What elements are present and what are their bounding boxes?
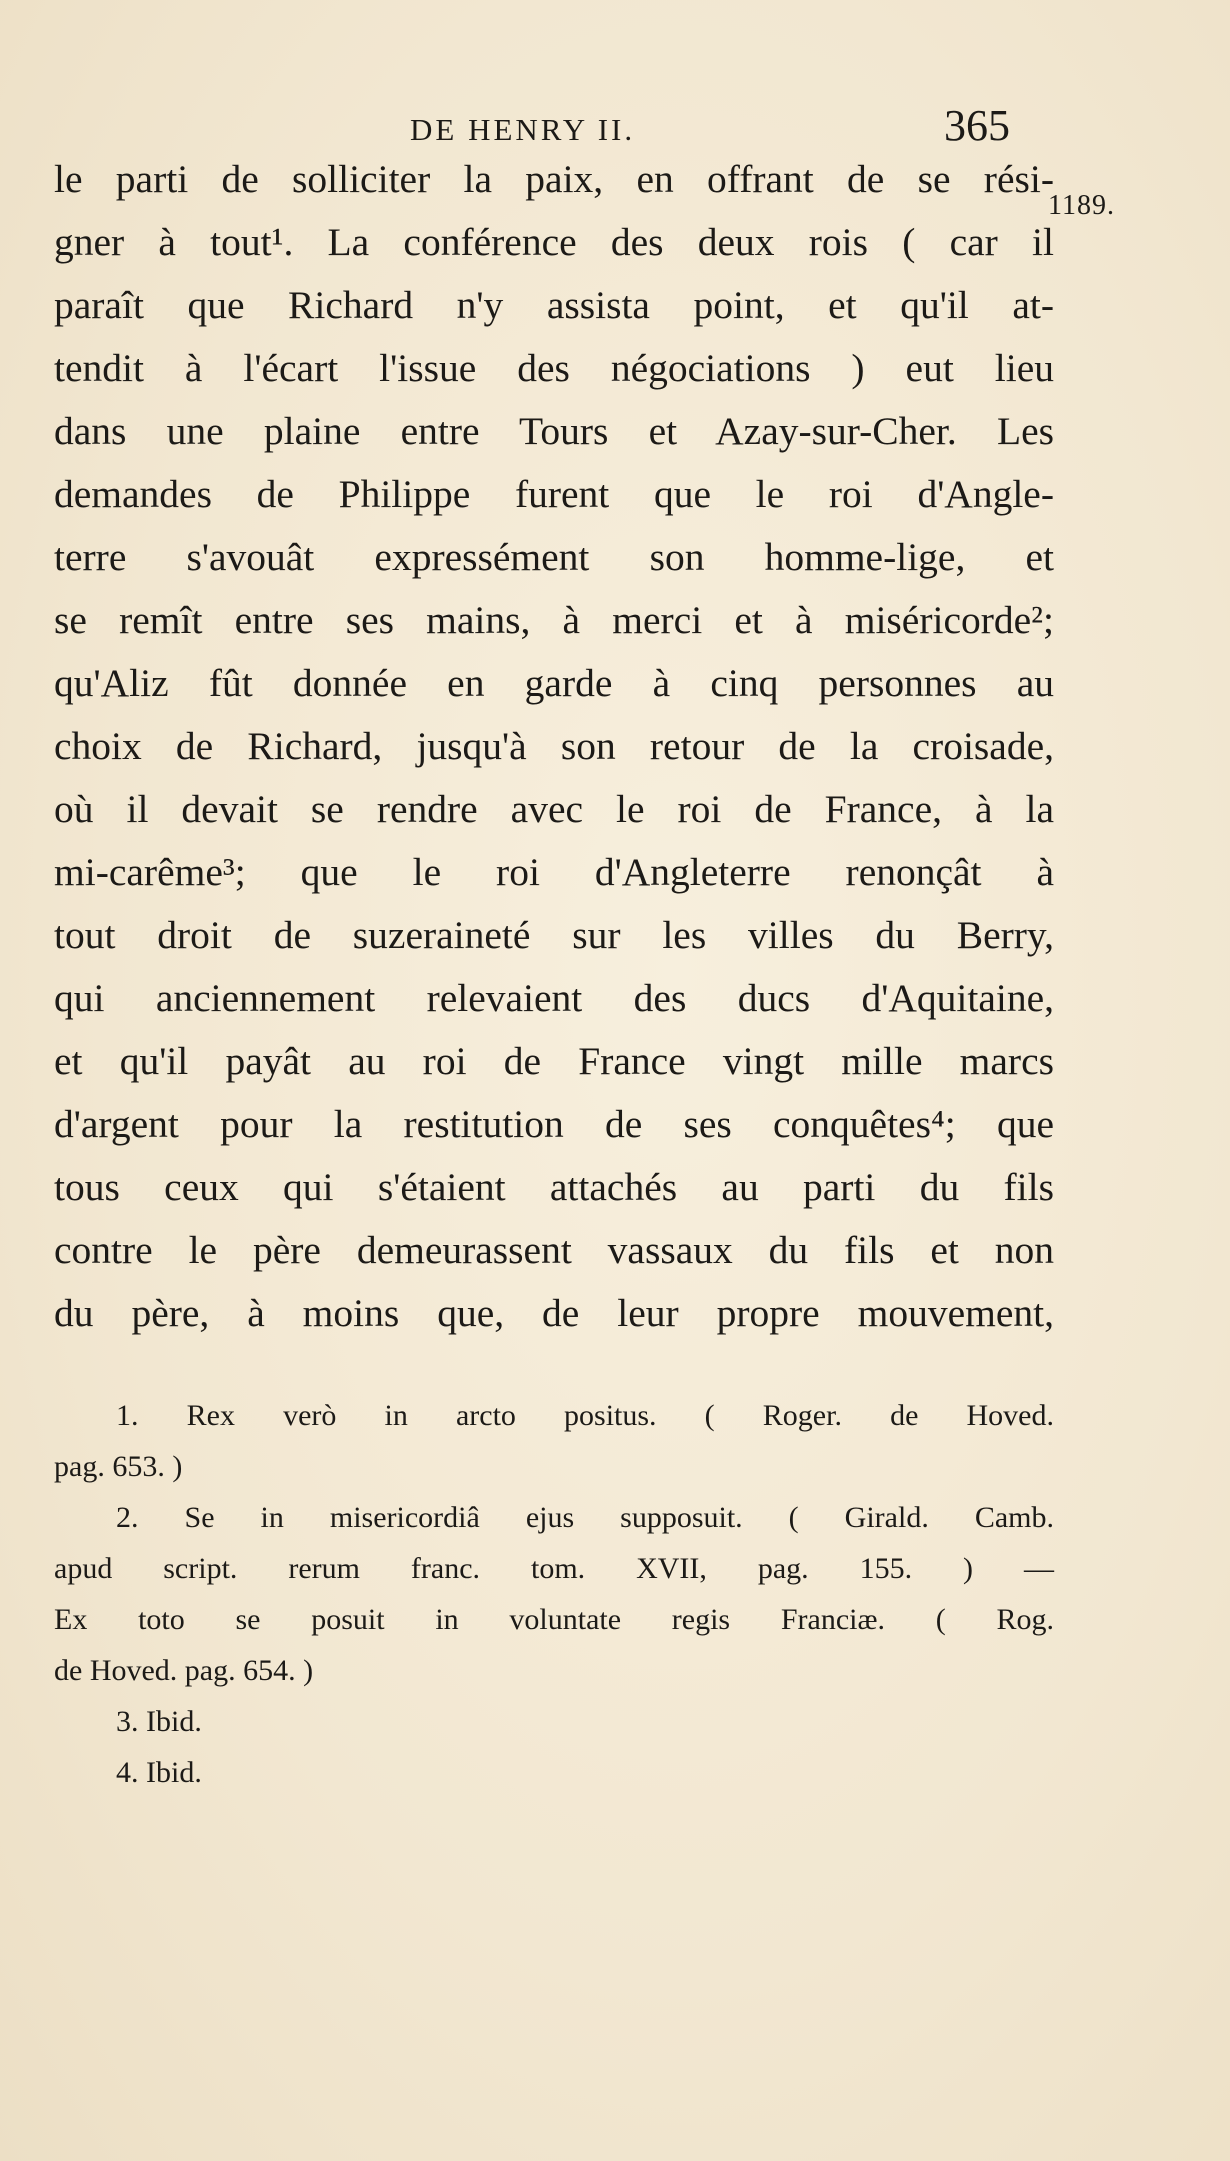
- footnote-line: de Hoved. pag. 654. ): [54, 1654, 314, 1687]
- footnote-line: 3. Ibid.: [116, 1705, 202, 1738]
- text-line: choix de Richard, jusqu'à son retour de la croisade,: [54, 724, 1054, 768]
- footnote-line: 2. Se in misericordiâ ejus supposuit. ( Girald. Camb.: [116, 1501, 1054, 1534]
- text-line: se remît entre ses mains, à merci et à miséricorde²;: [54, 598, 1054, 642]
- footnote-line: 4. Ibid.: [116, 1756, 202, 1789]
- text-line: tous ceux qui s'étaient attachés au parti du fils: [54, 1165, 1054, 1209]
- text-line: mi-carême³; que le roi d'Angleterre renonçât à: [54, 850, 1054, 894]
- text-line: et qu'il payât au roi de France vingt mille marcs: [54, 1039, 1054, 1083]
- text-line: qui anciennement relevaient des ducs d'Aquitaine,: [54, 976, 1054, 1020]
- running-head: DE HENRY II.: [410, 112, 636, 147]
- text-line: où il devait se rendre avec le roi de France, à la: [54, 787, 1054, 831]
- text-line: d'argent pour la restitution de ses conquêtes⁴; que: [54, 1102, 1054, 1146]
- margin-year-note: 1189.: [1048, 190, 1115, 221]
- footnote-line: Ex toto se posuit in voluntate regis Franciæ. ( Rog.: [54, 1603, 1054, 1636]
- text-line: du père, à moins que, de leur propre mouvement,: [54, 1291, 1054, 1335]
- footnote-line: apud script. rerum franc. tom. XVII, pag. 155. ) —: [54, 1552, 1054, 1585]
- text-line: gner à tout¹. La conférence des deux rois ( car il: [54, 220, 1054, 264]
- footnote-line: 1. Rex verò in arcto positus. ( Roger. de Hoved.: [116, 1399, 1054, 1432]
- footnote-line: pag. 653. ): [54, 1450, 183, 1483]
- text-line: contre le père demeurassent vassaux du fils et non: [54, 1228, 1054, 1272]
- text-line: tendit à l'écart l'issue des négociations ) eut lieu: [54, 346, 1054, 390]
- text-line: le parti de solliciter la paix, en offrant de se rési-: [54, 157, 1054, 201]
- footnotes: [54, 1390, 1054, 1798]
- text-line: dans une plaine entre Tours et Azay-sur-Cher. Les: [54, 409, 1054, 453]
- page-number: 365: [944, 101, 1010, 150]
- text-line: qu'Aliz fût donnée en garde à cinq personnes au: [54, 661, 1054, 705]
- text-line: paraît que Richard n'y assista point, et qu'il at-: [54, 283, 1054, 327]
- text-line: demandes de Philippe furent que le roi d'Angle-: [54, 472, 1054, 516]
- text-line: terre s'avouât expressément son homme-lige, et: [54, 535, 1054, 579]
- text-line: tout droit de suzeraineté sur les villes du Berry,: [54, 913, 1054, 957]
- main-text: [54, 148, 1054, 1345]
